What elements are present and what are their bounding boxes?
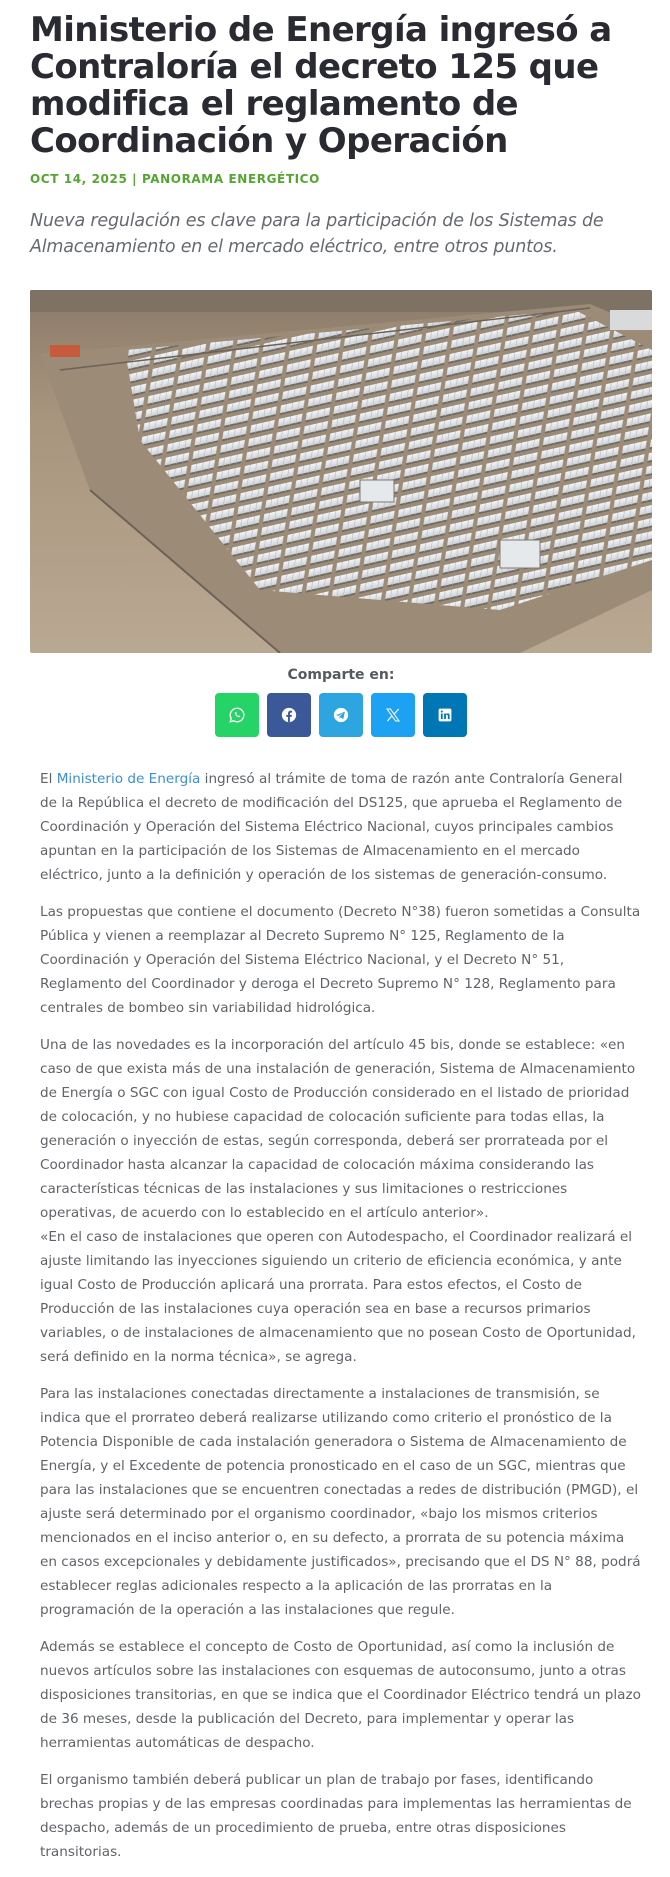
linkedin-icon [436,706,454,724]
facebook-icon [280,706,298,724]
whatsapp-icon [228,706,246,724]
paragraph: El organismo también deberá publicar un plan de trabajo por fases, identificando brechas propias y de las empresas coordinadas para implementas las herramientas de despacho, además de un procedimiento de prueba, entre otras disposiciones transitorias. [40,1772,632,1860]
share-linkedin-button[interactable] [423,693,467,737]
article-meta[interactable]: OCT 14, 2025 | PANORAMA ENERGÉTICO [30,172,320,186]
share-x-button[interactable] [371,693,415,737]
share-label: Comparte en: [287,667,395,683]
hero-image [30,290,652,653]
paragraph: Una de las novedades es la incorporación del artículo 45 bis, donde se establece: «en caso de que exista más de una instalación de generación, Sistema de Almacenamiento de Energía o SGC con igual Costo de Producción considerado en el listado de prioridad de colocación, y no hubiese capacidad de colocación suficiente para todas ellas, la generación o inyección de estas, según corresponda, deberá ser prorrateada por el Coordinador hasta alcanzar la capacidad de colocación máxima considerando las características técnicas de las instalaciones y sus limitaciones o restricciones operativas, de acuerdo con lo establecido en el artículo anterior». «En el caso de instalaciones que operen con Autodespacho, el Coordinador realizará el ajuste limitando las inyecciones siguiendo un criterio de eficiencia económica, y ante igual Costo de Producción aplicará una prorrata. Para estos efectos, el Costo de Producción de las instalaciones cuya operación sea en base a recursos primarios variables, o de instalaciones de almacenamiento que no posean Costo de Oportunidad, será definido en la norma técnica», se agrega. [40,1037,636,1365]
ministerio-energia-link[interactable]: Ministerio de Energía [56,771,201,787]
share-whatsapp-button[interactable] [215,693,259,737]
article-lead: Nueva regulación es clave para la participación de los Sistemas de Almacenamiento en el mercado eléctrico, entre otros puntos. [30,211,604,257]
paragraph: Además se establece el concepto de Costo de Oportunidad, así como la inclusión de nuevos artículos sobre las instalaciones con esquemas de autoconsumo, junto a otras disposiciones transitorias, en que se indica que el Coordinador Eléctrico tendrá un plazo de 36 meses, desde la publicación del Decreto, para implementar y operar las herramientas automáticas de despacho. [40,1639,641,1751]
share-telegram-button[interactable] [319,693,363,737]
paragraph: Las propuestas que contiene el documento (Decreto N°38) fueron sometidas a Consulta Pública y vienen a reemplazar al Decreto Supremo N° 125, Reglamento de la Coordinación y Operación del Sistema Eléctrico Nacional, y el Decreto N° 51, Reglamento del Coordinador y deroga el Decreto Supremo N° 128, Reglamento para centrales de bombeo sin variabilidad hidrológica. [40,904,641,1016]
paragraph: Para las instalaciones conectadas directamente a instalaciones de transmisión, se indica que el prorrateo deberá realizarse utilizando como criterio el pronóstico de la Potencia Disponible de cada instalación generadora o Sistema de Almacenamiento de Energía, y el Excedente de potencia pronosticado en el caso de un SGC, mientras que para las instalaciones que se encuentren conectadas a redes de distribución (PMGD), el ajuste será determinado por el organismo coordinador, «bajo los mismos criterios mencionados en el inciso anterior o, en su defecto, a prorrata de su potencia máxima en casos excepcionales y debidamente justificados», precisando que el DS N° 88, podrá establecer reglas adicionales respecto a la aplicación de las prorratas en la programación de la operación a las instalaciones que regule. [40,1386,641,1618]
article [30,0,652,1877]
telegram-icon [332,706,350,724]
share-bar [30,693,652,737]
article-body [40,767,642,1864]
x-icon [384,706,402,724]
paragraph: El Ministerio de Energía ingresó al trámite de toma de razón ante Contraloría General de la República el decreto de modificación del DS125, que aprueba el Reglamento de Coordinación y Operación del Sistema Eléctrico Nacional, cuyos principales cambios apuntan en la participación de los Sistemas de Almacenamiento en el mercado eléctrico, junto a la definición y operación de los sistemas de generación-consumo. [40,771,623,883]
article-title: Ministerio de Energía ingresó a Contraloría el decreto 125 que modifica el reglamento de Coordinación y Operación [30,10,612,161]
share-facebook-button[interactable] [267,693,311,737]
